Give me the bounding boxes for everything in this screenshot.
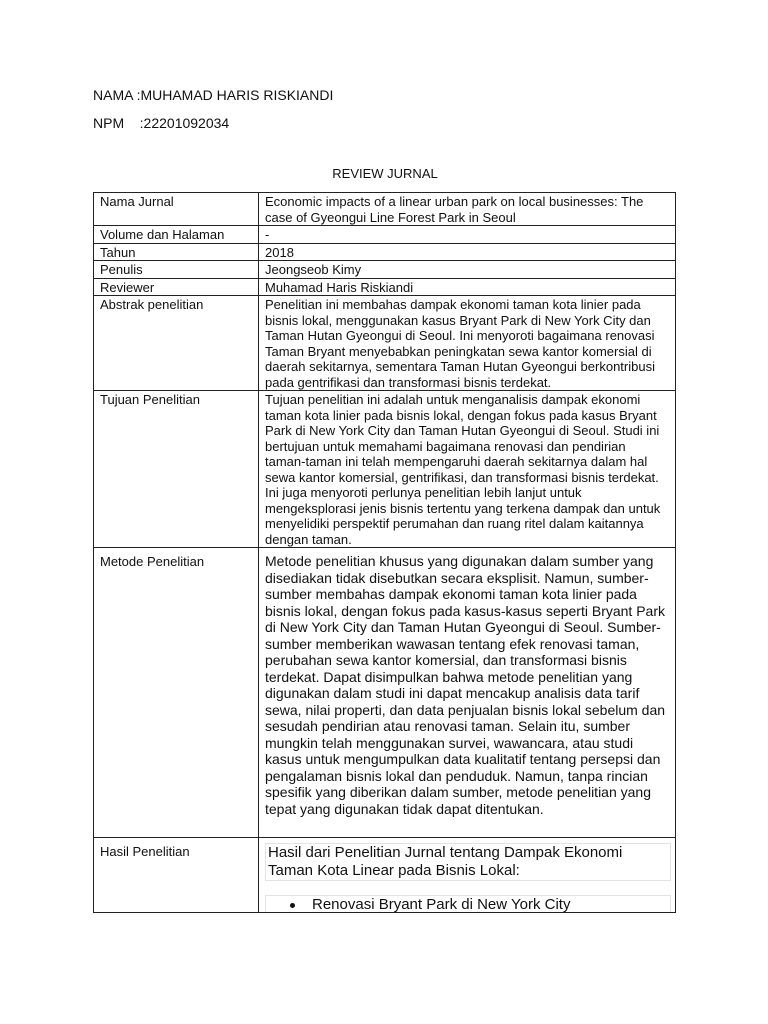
- row-value: Penelitian ini membahas dampak ekonomi taman kota linier pada bisnis lokal, menggunakan kasus Bryant Park di New York City dan Taman Hutan Gyeongui di Seoul. Ini menyoroti bagaimana renovasi Taman Bryant menyebabkan peningkatan sewa kantor komersial di daerah sekitarnya, sementara Taman Hutan Gyeongui berkontribusi pada gentrifikasi dan transformasi bisnis terdekat.: [259, 296, 676, 391]
- row-tahun: [94, 243, 676, 261]
- row-metode: [94, 548, 676, 838]
- bullet-icon: [290, 903, 295, 908]
- student-name: NAMA :MUHAMAD HARIS RISKIANDI: [93, 87, 334, 103]
- row-volume: [94, 226, 676, 244]
- row-value: Economic impacts of a linear urban park on local businesses: The case of Gyeongui Line Forest Park in Seoul: [259, 193, 676, 226]
- row-abstrak: [94, 296, 676, 391]
- row-reviewer: [94, 278, 676, 296]
- row-value: Metode penelitian khusus yang digunakan dalam sumber yang disediakan tidak disebutkan secara eksplisit. Namun, sumber-sumber membahas dampak ekonomi taman kota linier pada bisnis lokal, dengan fokus pada kasus-kasus seperti Bryant Park di New York City dan Taman Hutan Gyeongui di Seoul. Sumber-sumber memberikan wawasan tentang efek renovasi taman, perubahan sewa kantor komersial, dan transformasi bisnis terdekat. Dapat disimpulkan bahwa metode penelitian yang digunakan dalam studi ini dapat mencakup analisis data tarif sewa, nilai properti, dan data penjualan bisnis lokal sebelum dan sesudah pendirian atau renovasi taman. Selain itu, sumber mungkin telah menggunakan survei, wawancara, atau studi kasus untuk mengumpulkan data kualitatif tentang persepsi dan pengalaman bisnis lokal dan penduduk. Namun, tanpa rincian spesifik yang diberikan dalam sumber, metode penelitian yang tepat yang digunakan tidak dapat ditentukan.: [259, 548, 676, 838]
- review-table: [93, 192, 676, 913]
- row-label: Abstrak penelitian: [94, 296, 259, 391]
- row-label: Penulis: [94, 261, 259, 279]
- row-nama-jurnal: [94, 193, 676, 226]
- hasil-intro: Hasil dari Penelitian Jurnal tentang Dampak Ekonomi Taman Kota Linear pada Bisnis Lokal:: [265, 843, 671, 881]
- row-label: Metode Penelitian: [94, 548, 259, 838]
- list-item-text: Renovasi Bryant Park di New York City: [312, 896, 571, 912]
- row-value: -: [259, 226, 676, 244]
- row-label: Reviewer: [94, 278, 259, 296]
- row-hasil: [94, 838, 676, 913]
- row-label: Hasil Penelitian: [94, 838, 259, 913]
- row-value: 2018: [259, 243, 676, 261]
- row-penulis: [94, 261, 676, 279]
- row-label: Nama Jurnal: [94, 193, 259, 226]
- document-title: REVIEW JURNAL: [332, 166, 438, 181]
- row-label: Tahun: [94, 243, 259, 261]
- row-label: Tujuan Penelitian: [94, 391, 259, 548]
- list-item: [266, 896, 670, 912]
- row-value: [259, 838, 676, 913]
- row-tujuan: [94, 391, 676, 548]
- hasil-list: [265, 895, 671, 912]
- row-value: Tujuan penelitian ini adalah untuk menganalisis dampak ekonomi taman kota linier pada bisnis lokal, dengan fokus pada kasus Bryant Park di New York City dan Taman Hutan Gyeongui di Seoul. Studi ini bertujuan untuk memahami bagaimana renovasi dan pendirian taman-taman ini telah mempengaruhi daerah sekitarnya dalam hal sewa kantor komersial, gentrifikasi, dan transformasi bisnis terdekat. Ini juga menyoroti perlunya penelitian lebih lanjut untuk mengeksplorasi jenis bisnis tertentu yang terkena dampak dan untuk menyelidiki perspektif perumahan dan ruang ritel dalam kaitannya dengan taman.: [259, 391, 676, 548]
- row-value: Muhamad Haris Riskiandi: [259, 278, 676, 296]
- row-label: Volume dan Halaman: [94, 226, 259, 244]
- student-npm: NPM :22201092034: [93, 115, 230, 131]
- row-value: Jeongseob Kimy: [259, 261, 676, 279]
